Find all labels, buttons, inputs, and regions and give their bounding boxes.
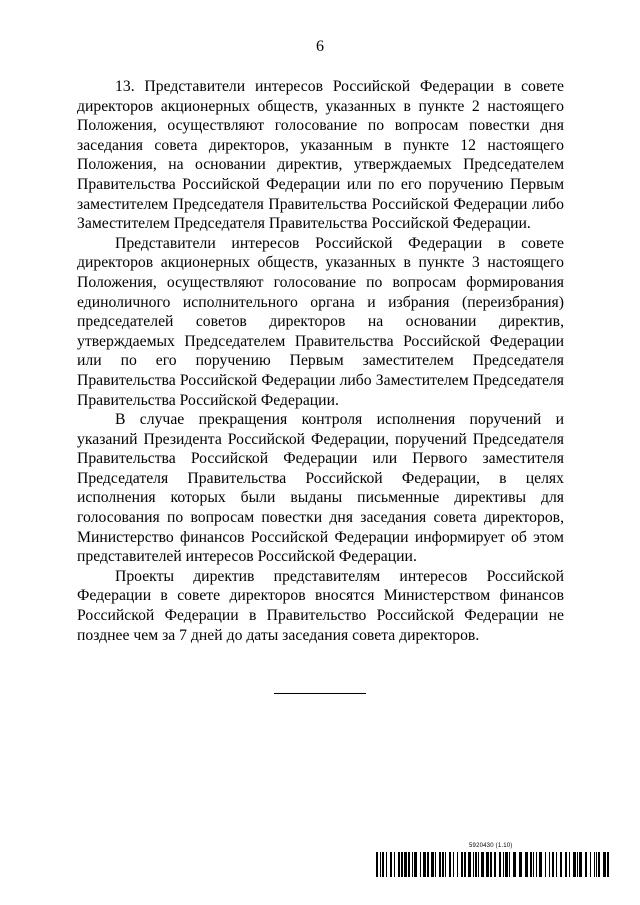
barcode-bar xyxy=(560,852,562,877)
barcode-bar xyxy=(494,852,496,877)
barcode-bar xyxy=(468,852,471,877)
barcode-bar xyxy=(386,852,387,877)
barcode-bar xyxy=(427,852,429,877)
barcode-bar xyxy=(536,852,537,877)
barcode-bar xyxy=(549,852,550,877)
paragraph-representatives: Представители интересов Российской Федерации в совете директоров акционерных обществ, указанных в пункте 3 настоящего Положения, осуществляют голосование по вопросам формирования единоличного исполнительного органа и избрания (переизбрания) председателей советов директоров на основании директив, утверждаемых Председателем Правительства Российской Федерации или по его поручению Первым заместителем Председателя Правительства Российской Федерации либо Заместителем Председателя Правительства Российской Федерации. xyxy=(77,234,564,409)
barcode-bar xyxy=(398,852,400,877)
barcode-bar xyxy=(505,852,508,877)
barcode-bar xyxy=(420,852,421,877)
barcode-bar xyxy=(445,852,446,877)
barcode-bar xyxy=(565,852,567,877)
barcode-bar xyxy=(475,852,477,877)
barcode-bar xyxy=(499,852,501,877)
barcode-bar xyxy=(579,852,582,877)
barcode-bar xyxy=(423,852,426,877)
barcode-bar xyxy=(525,852,528,877)
barcode-bar xyxy=(607,852,609,877)
paragraph-13: 13. Представители интересов Российской Федерации в совете директоров акционерных обществ, указанных в пункте 2 настоящего Положения, осуществляют голосование по вопросам повестки дня заседания совета директоров, указанным в пункте 12 настоящего Положения, на основании директив, утверждаемых Председателем Правительства Российской Федерации или по его поручению Первым заместителем Председателя Правительства Российской Федерации либо Заместителем Председателя Правительства Российской Федерации. xyxy=(77,78,564,233)
barcode-bar xyxy=(464,852,466,877)
barcode-bar xyxy=(414,852,417,877)
document-body xyxy=(77,77,564,645)
barcode-bar xyxy=(530,852,532,877)
barcode-bar xyxy=(556,852,557,877)
barcode-bar xyxy=(376,852,378,877)
barcode-bar xyxy=(408,852,410,877)
barcode-bar xyxy=(404,852,407,877)
barcode-bar xyxy=(486,852,489,877)
barcode-bar xyxy=(401,852,403,877)
document-code: 5920430 (1.10) xyxy=(469,843,513,849)
barcode-bar xyxy=(481,852,484,877)
barcode-bar xyxy=(569,852,570,877)
barcode-bar xyxy=(539,852,542,877)
barcode-bar xyxy=(519,852,522,877)
barcode-bar xyxy=(461,852,463,877)
barcode-bar xyxy=(453,852,454,877)
barcode-bar xyxy=(533,852,534,877)
barcode-bar xyxy=(412,852,413,877)
barcode-bar xyxy=(509,852,510,877)
barcode-bar xyxy=(513,852,516,877)
barcode-bar xyxy=(449,852,451,877)
barcode-bar xyxy=(473,852,474,877)
barcode-bar xyxy=(442,852,444,877)
barcode-bar xyxy=(431,852,434,877)
barcode-bar xyxy=(577,852,578,877)
barcode-bar xyxy=(596,852,597,877)
barcode-graphic xyxy=(376,852,609,877)
barcode-bar xyxy=(380,852,381,877)
barcode-bar xyxy=(603,852,606,877)
barcode-bar xyxy=(435,852,436,877)
barcode-bar xyxy=(598,852,600,877)
barcode-bar xyxy=(545,852,546,877)
end-divider-line xyxy=(274,693,366,694)
barcode-bar xyxy=(573,852,576,877)
barcode-bar xyxy=(490,852,492,877)
barcode-bar xyxy=(382,852,384,877)
barcode-bar xyxy=(552,852,554,877)
barcode-bar xyxy=(457,852,458,877)
page-number: 6 xyxy=(316,38,324,55)
barcode-bar xyxy=(503,852,504,877)
barcode-bar xyxy=(594,852,595,877)
barcode-bar xyxy=(439,852,441,877)
paragraph-control-termination: В случае прекращения контроля исполнения поручений и указаний Президента Российской Федерации, поручений Председателя Правительства Российской Федерации или Первого заместителя Председателя Правительства Российской Федерации, в целях исполнения которых были выданы письменные директивы для голосования по вопросам повестки дня заседания совета директоров, Министерство финансов Российской Федерации информирует об этом представителей интересов Российской Федерации. xyxy=(77,411,564,566)
barcode-bar xyxy=(390,852,392,877)
barcode-bar xyxy=(394,852,395,877)
barcode-bar xyxy=(590,852,591,877)
paragraph-draft-directives: Проекты директив представителям интересов Российской Федерации в совете директоров вносятся Министерством финансов Российской Федерации в Правительство Российской Федерации не позднее чем за 7 дней до даты заседания совета директоров. xyxy=(77,567,564,644)
barcode-bar xyxy=(585,852,587,877)
barcode-bar xyxy=(478,852,479,877)
